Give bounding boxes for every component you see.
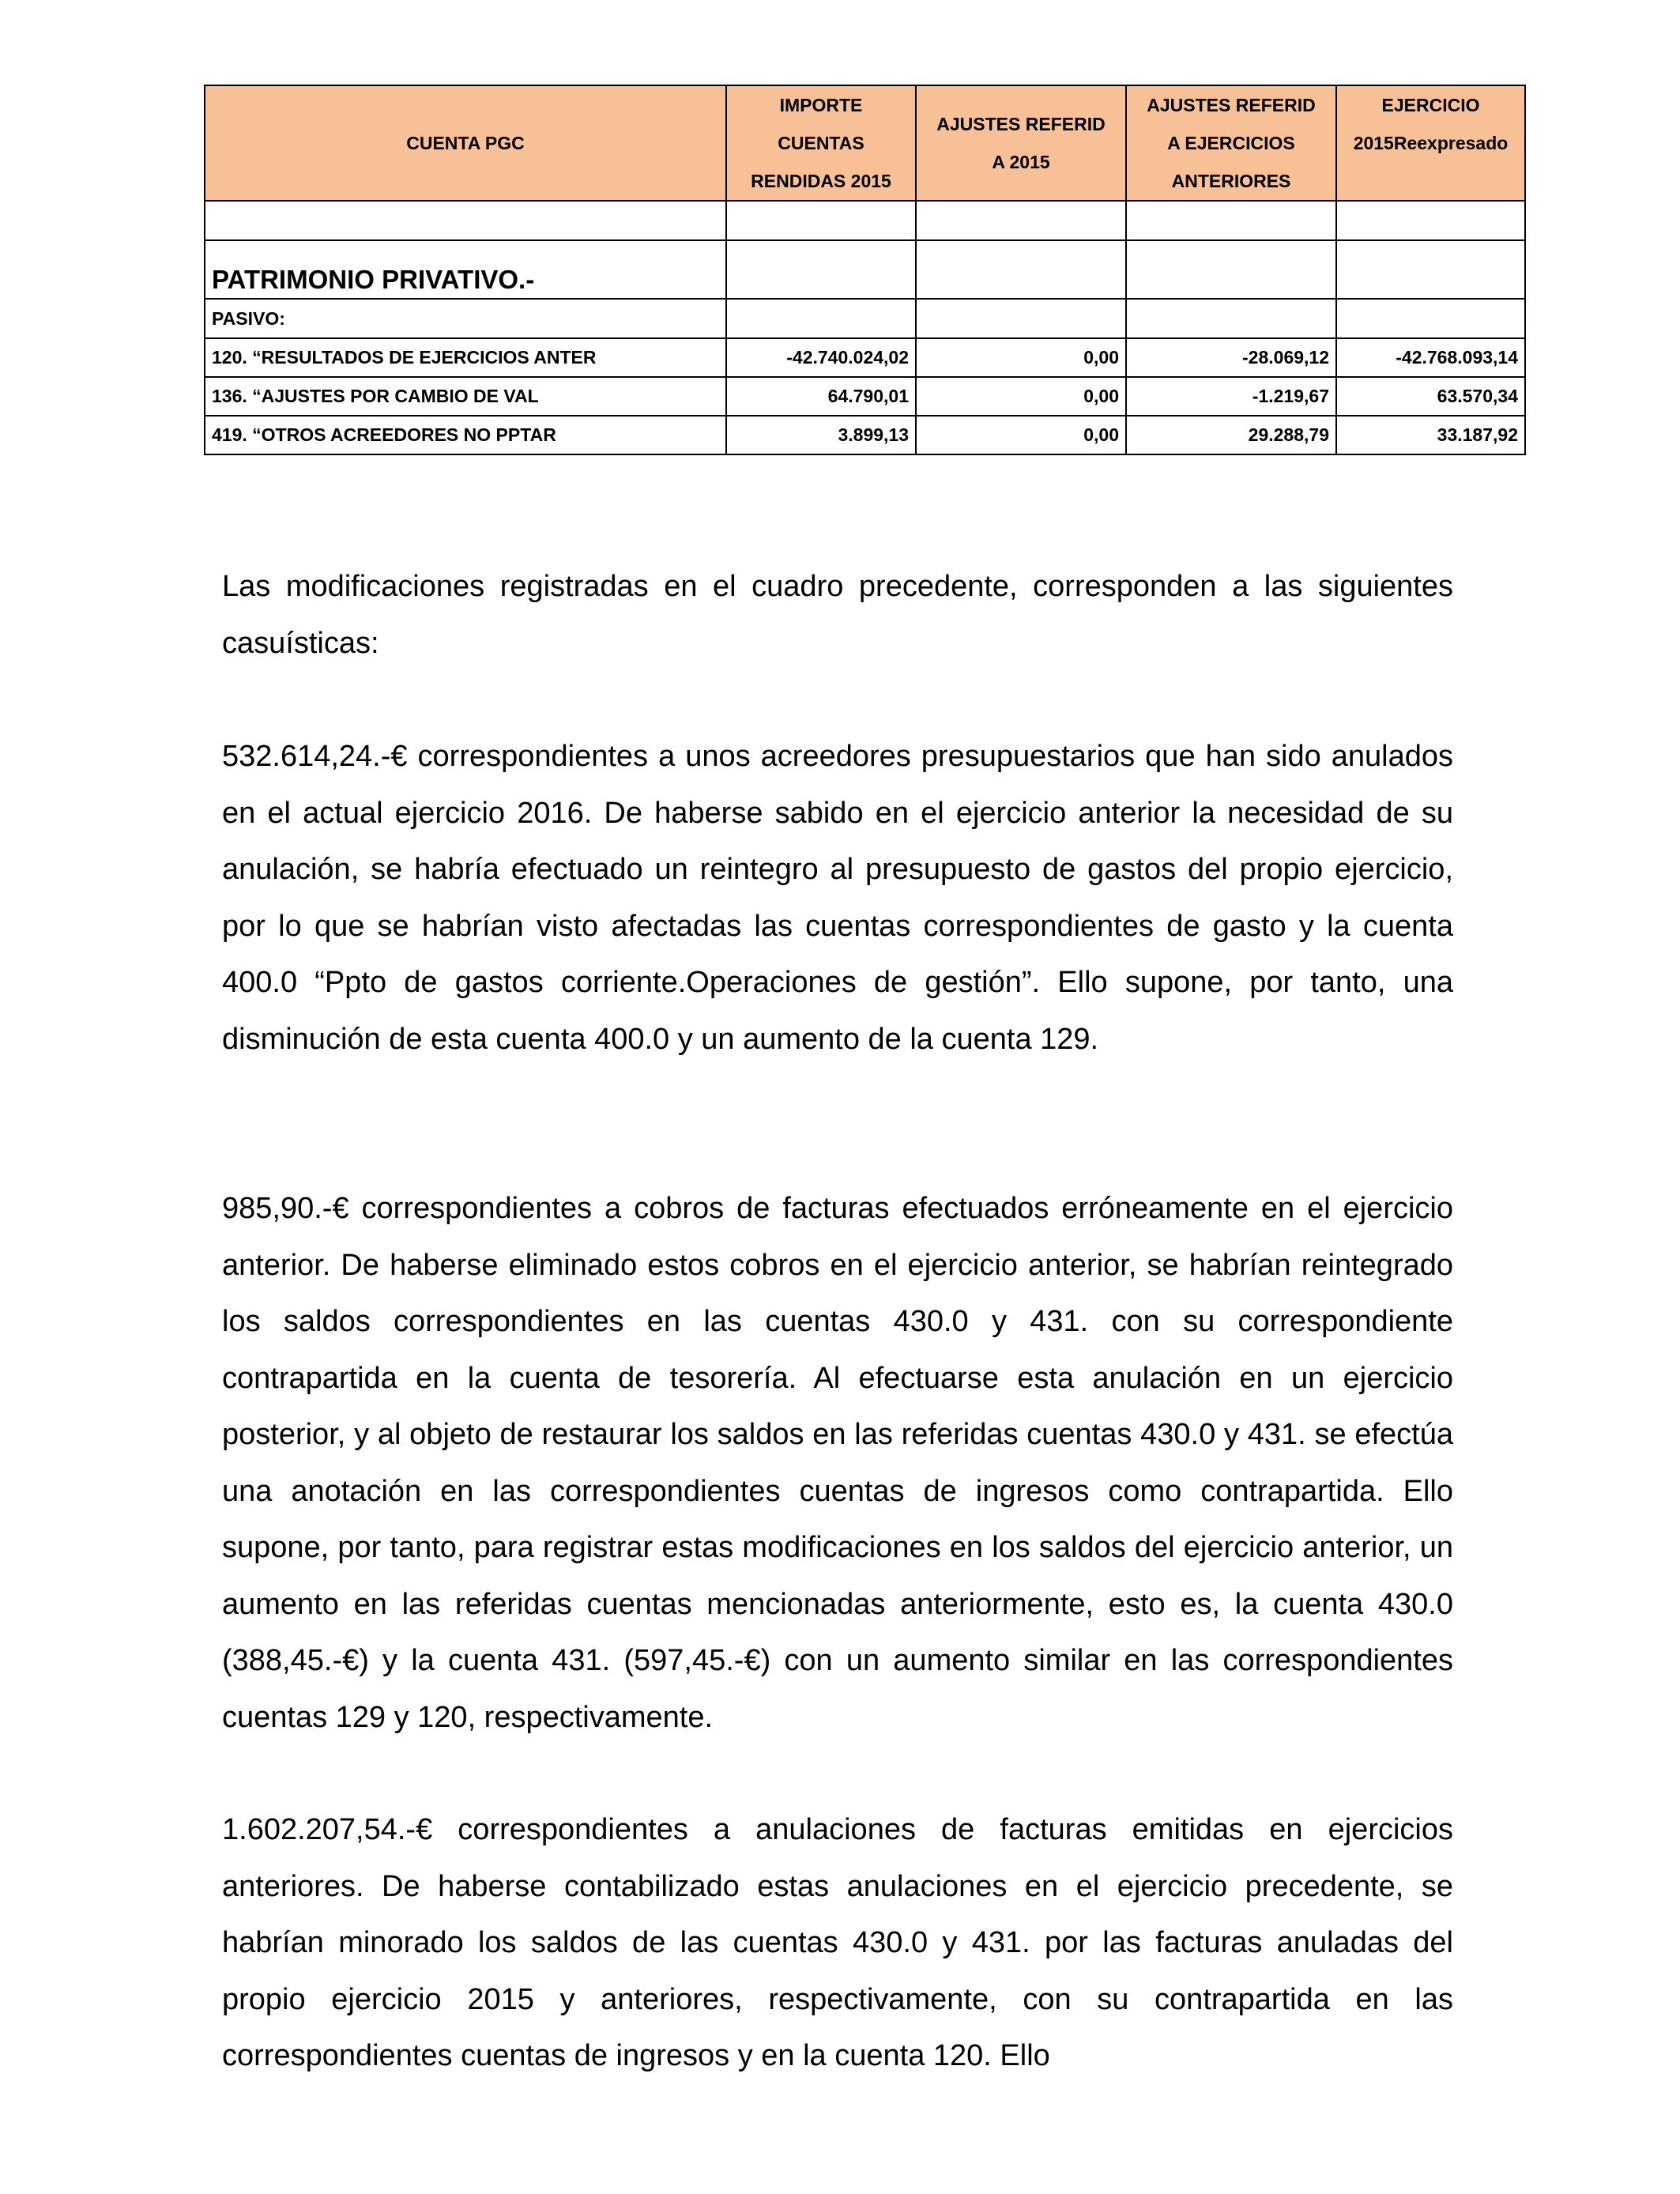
header-ejercicio: EJERCICIO 2015Reexpresado (1336, 85, 1525, 201)
paragraph-anulaciones: 1.602.207,54.-€ correspondientes a anulaciones de facturas emitidas en ejercicios anteriores. De haberse contabilizado estas anulaciones en el ejercicio precedente, se habrían minorado los saldos de las cuentas 430.0 y 431. por las facturas anuladas del propio ejercicio 2015 y anteriores, respectivamente, con su contrapartida en las correspondientes cuentas de ingresos y en la cuenta 120. Ello (222, 1813, 1453, 2072)
header-cuenta: CUENTA PGC (205, 85, 726, 201)
account-name: 120. “RESULTADOS DE EJERCICIOS ANTER (205, 338, 726, 377)
ajustes-anteriores-value: -1.219,67 (1126, 377, 1336, 416)
account-name: 136. “AJUSTES POR CAMBIO DE VAL (205, 377, 726, 416)
table-row (205, 338, 1525, 377)
importe-value: 3.899,13 (726, 416, 916, 454)
paragraph-acreedores: 532.614,24.-€ correspondientes a unos acreedores presupuestarios que han sido anulados en el actual ejercicio 2016. De haberse sabido en el ejercicio anterior la necesidad de su anulación, se habría efectuado un reintegro al presupuesto de gastos del propio ejercicio, por lo que se habrían visto afectadas las cuentas correspondientes de gasto y la cuenta 400.0 “Ppto de gastos corriente.Operaciones de gestión”. Ello supone, por tanto, una disminución de esta cuenta 400.0 y un aumento de la cuenta 129. (222, 740, 1453, 1056)
accounts-table (204, 85, 1526, 455)
header-ajustes-anteriores: AJUSTES REFERID A EJERCICIOS ANTERIORES (1126, 85, 1336, 201)
header-importe: IMPORTE CUENTAS RENDIDAS 2015 (726, 85, 916, 201)
ajustes-anteriores-value: -28.069,12 (1126, 338, 1336, 377)
table-section-row (205, 240, 1525, 299)
table-subsection-row (205, 299, 1525, 338)
account-name: 419. “OTROS ACREEDORES NO PPTAR (205, 416, 726, 454)
section-title: PATRIMONIO PRIVATIVO.- (205, 240, 726, 299)
ajustes-anteriores-value: 29.288,79 (1126, 416, 1336, 454)
ejercicio-value: 33.187,92 (1336, 416, 1525, 454)
table-row (205, 416, 1525, 454)
table-header-row (205, 85, 1525, 201)
importe-value: 64.790,01 (726, 377, 916, 416)
header-ajustes-2015: AJUSTES REFERID A 2015 (916, 85, 1126, 201)
table-blank-row (205, 201, 1525, 240)
ajustes-2015-value: 0,00 (916, 416, 1126, 454)
ejercicio-value: 63.570,34 (1336, 377, 1525, 416)
ejercicio-value: -42.768.093,14 (1336, 338, 1525, 377)
paragraph-cobros: 985,90.-€ correspondientes a cobros de facturas efectuados erróneamente en el ejercicio anterior. De haberse eliminado estos cobros en el ejercicio anterior, se habrían reintegrado los saldos correspondientes en las cuentas 430.0 y 431. con su correspondiente contrapartida en la cuenta de tesorería. Al efectuarse esta anulación en un ejercicio posterior, y al objeto de restaurar los saldos en las referidas cuentas 430.0 y 431. se efectúa una anotación en las correspondientes cuentas de ingresos como contrapartida. Ello supone, por tanto, para registrar estas modificaciones en los saldos del ejercicio anterior, un aumento en las referidas cuentas mencionadas anteriormente, esto es, la cuenta 430.0 (388,45.-€) y la cuenta 431. (597,45.-€) con un aumento similar en las correspondientes cuentas 129 y 120, respectivamente. (222, 1192, 1453, 1734)
table-row (205, 377, 1525, 416)
subsection-label: PASIVO: (205, 299, 726, 338)
intro-paragraph: Las modificaciones registradas en el cuadro precedente, corresponden a las siguientes casuísticas: (222, 570, 1453, 660)
ajustes-2015-value: 0,00 (916, 338, 1126, 377)
ajustes-2015-value: 0,00 (916, 377, 1126, 416)
importe-value: -42.740.024,02 (726, 338, 916, 377)
